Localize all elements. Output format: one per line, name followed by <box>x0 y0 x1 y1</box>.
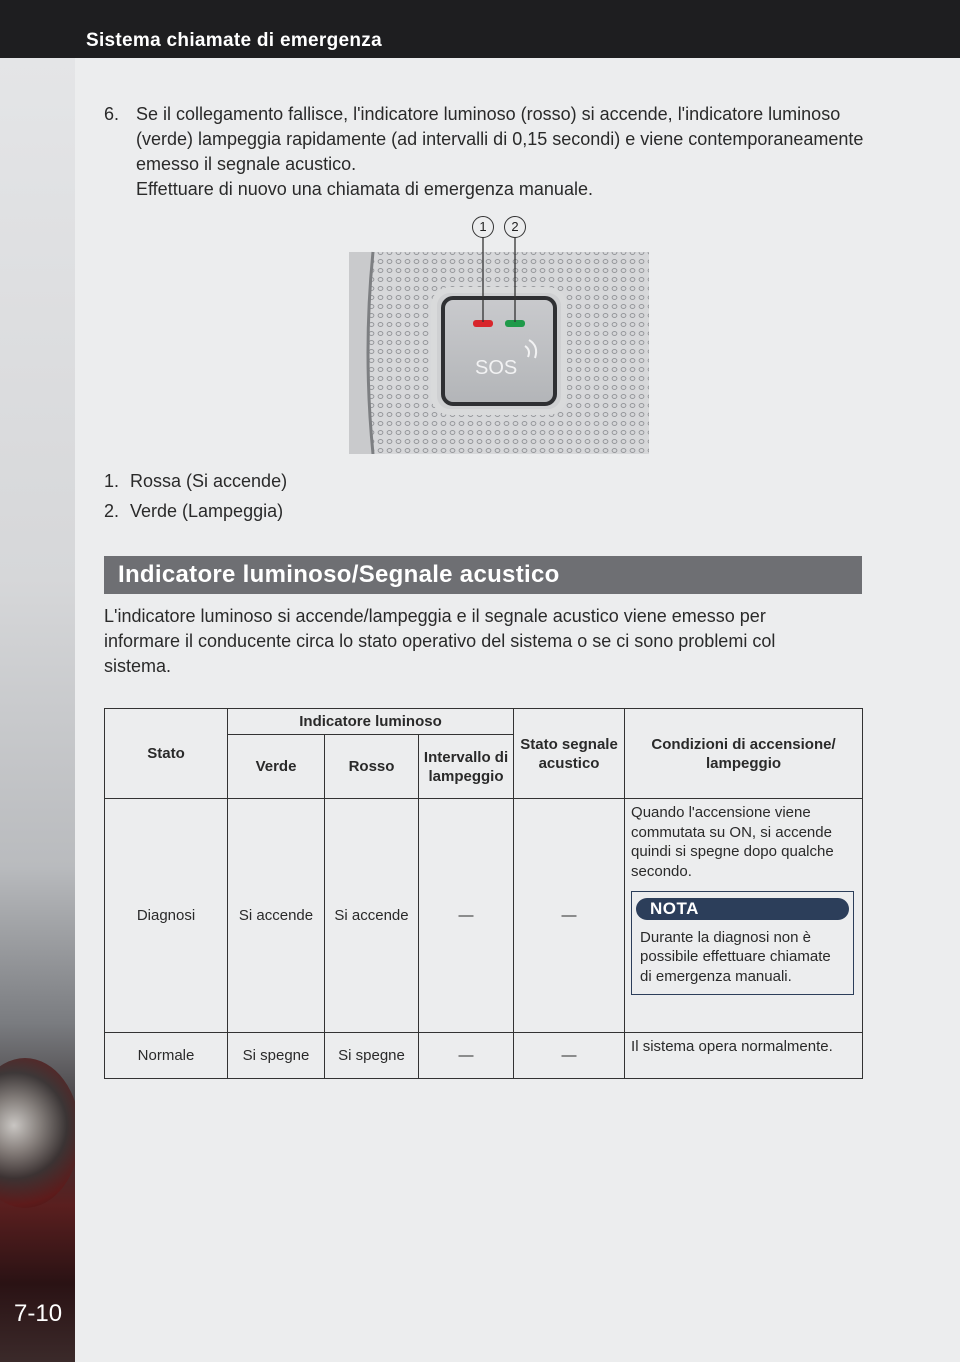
section-heading-bar <box>104 556 862 594</box>
th-verde: Verde <box>228 735 325 799</box>
th-stato: Stato <box>105 709 228 799</box>
condition-cell: Quando l'accensione viene commutata su ON, si accende quindi si spegne dopo qualche secondo. NOTA Durante la diagnosi non è possibile effettuare chiamate di emergenza manuali. <box>625 799 863 1033</box>
nota-text: Durante la diagnosi non è possibile effettuare chiamate di emergenza manuali. <box>640 928 831 985</box>
page-header <box>0 0 960 58</box>
th-condizioni: Condizioni di accensione/ lampeggio <box>625 709 863 799</box>
sos-panel-illustration <box>349 212 649 454</box>
callout-1: 1 <box>472 216 494 238</box>
legend-item: 2. Verde (Lampeggia) <box>104 501 284 521</box>
th-intervallo: Intervallo di lampeggio <box>419 735 514 799</box>
figure-legend <box>104 466 287 526</box>
callout-2: 2 <box>504 216 526 238</box>
nota-box <box>631 891 854 995</box>
section-intro: L'indicatore luminoso si accende/lampeggia e il segnale acustico viene emesso per informare il conducente circa lo stato operativo del sistema o se ci sono problemi col sistema. <box>104 606 776 676</box>
step-line-1: Se il collegamento fallisce, l'indicatore luminoso (rosso) si accende, l'indicatore luminoso (verde) lampeggia rapidamente (ad intervalli di 0,15 secondi) e viene contemporaneamente emesso il segnale acustico. <box>136 104 864 174</box>
step-text <box>136 102 866 202</box>
th-segnale: Stato segnale acustico <box>514 709 625 799</box>
th-indicatore: Indicatore luminoso <box>228 709 514 735</box>
legend-item: 1. Rossa (Si accende) <box>104 471 288 491</box>
nota-label: NOTA <box>636 898 849 920</box>
table-row: Normale Si spegne Si spegne — — Il sistema opera normalmente. <box>105 1033 863 1079</box>
step-line-2: Effettuare di nuovo una chiamata di emergenza manuale. <box>136 179 593 199</box>
sos-button-label: SOS <box>475 357 518 379</box>
page-number: 7-10 <box>14 1300 63 1327</box>
status-table <box>104 708 863 1079</box>
header-title: Sistema chiamate di emergenza <box>86 30 382 51</box>
sos-button-figure <box>349 212 649 454</box>
left-decorative-strip <box>0 58 75 1362</box>
headlight-image <box>0 1058 75 1208</box>
section-title: Indicatore luminoso/Segnale acustico <box>118 561 560 588</box>
step-number: 6. <box>104 104 120 124</box>
th-rosso: Rosso <box>325 735 419 799</box>
table-row: Diagnosi Si accende Si accende — — Quando l'accensione viene commutata su ON, si accende quindi si spegne dopo qualche secondo. NOTA Durante la diagnosi non è possibile effettuare chiamate di emergenza manuali. <box>105 799 863 1033</box>
